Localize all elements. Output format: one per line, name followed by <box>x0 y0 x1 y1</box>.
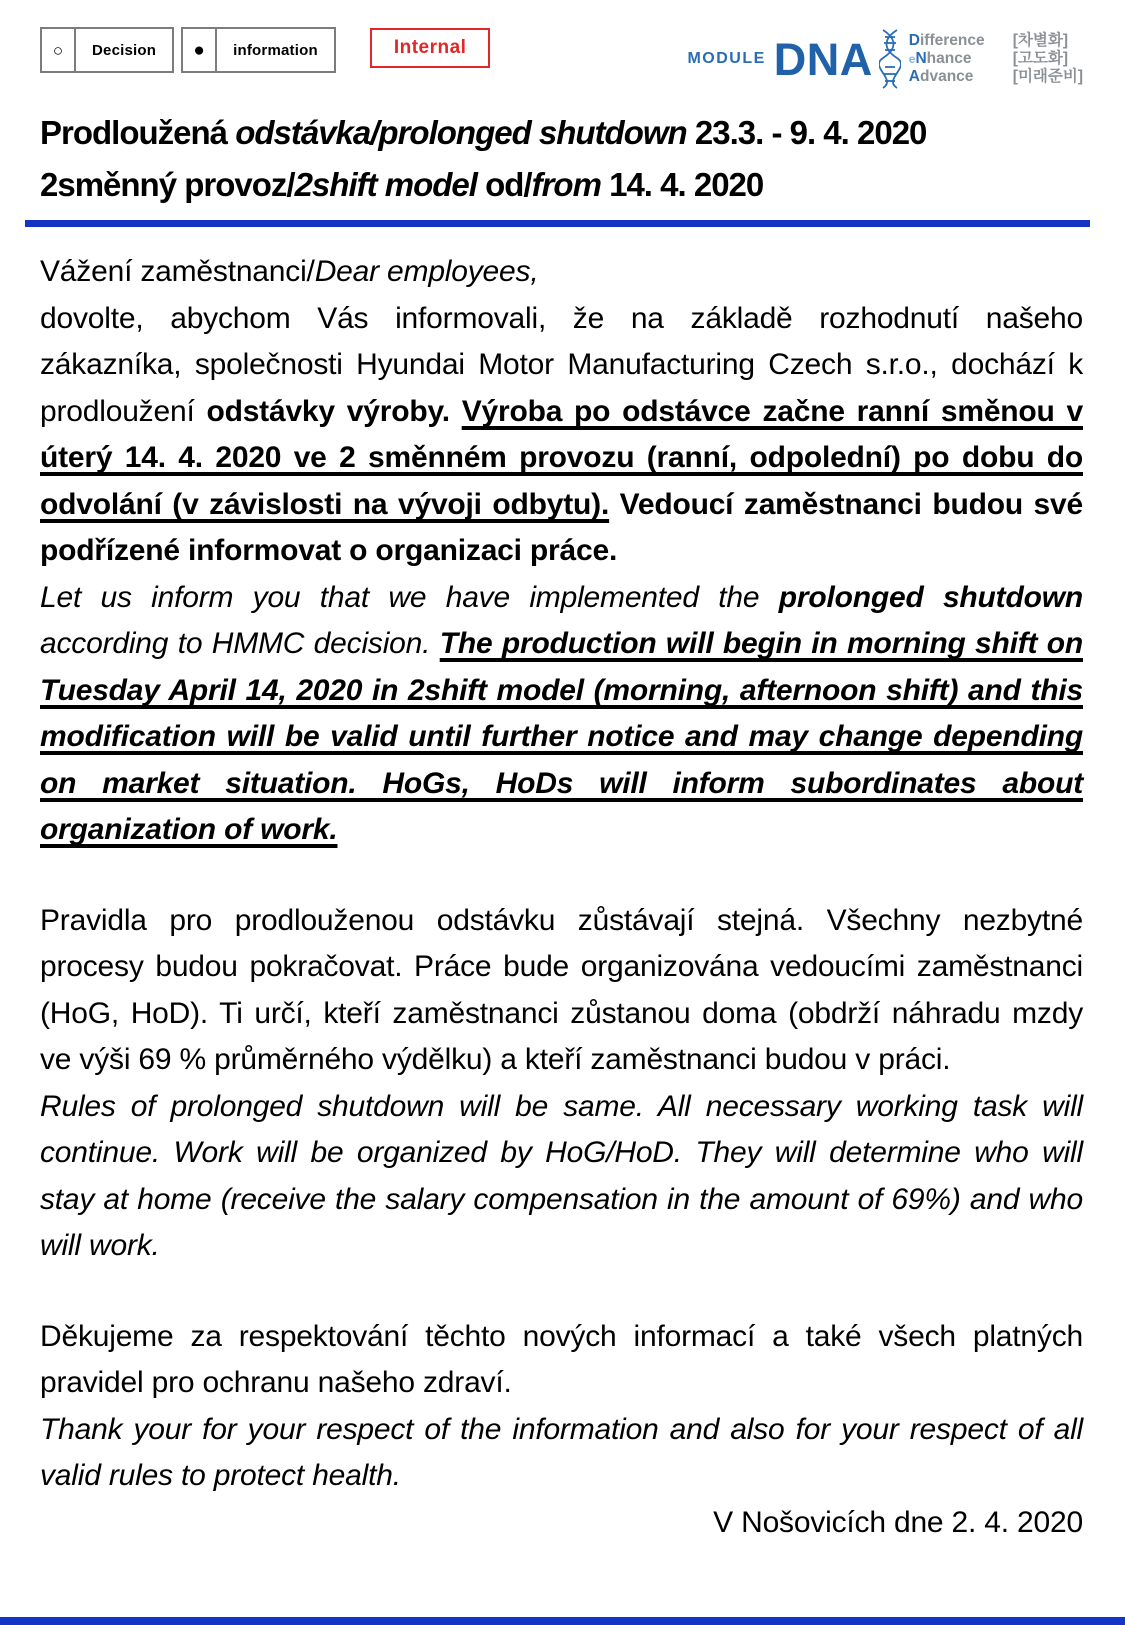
tagline-row <box>909 32 1083 50</box>
bottom-bar <box>0 1617 1125 1625</box>
czech-announcement-paragraph <box>40 296 1083 575</box>
text-run: from <box>531 166 601 203</box>
tagline-initial: A <box>908 68 920 85</box>
tagline-prefix: e <box>908 52 916 66</box>
radio-checked-icon: ● <box>183 29 217 71</box>
tagline-rest: dvance <box>919 68 974 85</box>
logo-tagline <box>909 32 1083 86</box>
title-line-2 <box>40 159 1083 211</box>
text-run: Děkujeme za respektování těchto nových informací a také všech platných pravidel pro ochranu našeho zdraví. <box>40 1319 1083 1399</box>
document-body <box>40 249 1083 1546</box>
czech-thanks-paragraph <box>40 1314 1083 1407</box>
radio-unchecked-icon: ○ <box>42 29 76 71</box>
title-line-1 <box>40 107 1083 159</box>
text-run: The production will begin in morning shift on Tuesday April 14, 2020 in 2shift model (morning, afternoon shift) and this modification will be valid until further notice and may change depending on market situation. HoGs, HoDs will inform subordinates about organization of work. <box>40 627 1083 846</box>
page-header <box>40 27 1083 89</box>
text-run: dovolte, abychom Vás informovali, že na základě rozhodnutí našeho zákazníka, společnosti Hyundai Motor Manufacturing Czech s.r.o., dochází k prodloužení <box>40 301 1083 428</box>
english-rules-paragraph <box>40 1084 1083 1270</box>
text-run: Vážení zaměstnanci/ <box>40 255 315 288</box>
english-announcement-paragraph <box>40 575 1083 854</box>
tagline-rest: ifference <box>919 32 985 49</box>
text-run: Prodloužená <box>40 114 236 151</box>
text-run: Pravidla pro prodlouženou odstávku zůstávají stejná. Všechny nezbytné procesy budou pokračovat. Práce bude organizována vedoucími zaměstnanci (HoG, HoD). Ti určí, kteří zaměstnanci zůstanou doma (obdrží náhradu mzdy ve výši 69 % průměrného výdělku) a kteří zaměstnanci budou v práci. <box>40 903 1083 1076</box>
text-run: od/ <box>476 166 532 203</box>
tagline-korean: [차별화] <box>1012 32 1069 49</box>
dna-helix-icon <box>879 29 901 89</box>
tagline-row <box>909 50 1083 68</box>
title-divider <box>25 220 1090 227</box>
tagline-initial: N <box>915 50 927 67</box>
logo-dna-text: DNA <box>773 33 873 85</box>
tagline-korean: [미래준비] <box>1012 68 1083 85</box>
text-run: Rules of prolonged shutdown will be same. All necessary working task will continue. Work will be organized by HoG/HoD. They will determine who will stay at home (receive the salary compensation in the amount of 69%) and who will work. <box>40 1089 1083 1262</box>
czech-rules-paragraph <box>40 898 1083 1084</box>
salutation-paragraph <box>40 249 1083 296</box>
internal-classification-badge: Internal <box>370 28 491 68</box>
date-line: V Nošovicích dne 2. 4. 2020 <box>713 1505 1083 1539</box>
decision-label: Decision <box>92 41 157 59</box>
text-run: 23.3. - 9. 4. 2020 <box>686 114 927 151</box>
tagline-initial: D <box>908 32 920 49</box>
text-run: Dear employees, <box>314 255 539 288</box>
text-run: 14. 4. 2020 <box>600 166 764 203</box>
text-run: odstávky výroby. <box>206 394 462 428</box>
text-run: Vedoucí zaměstnanci budou své podřízené informovat o organizaci práce. <box>40 487 1083 567</box>
text-run: Let us inform you that we have implemented the <box>40 580 779 614</box>
information-label: information <box>233 41 318 59</box>
module-dna-logo <box>687 29 1083 89</box>
text-run: Výroba po odstávce začne ranní směnou v úterý 14. 4. 2020 ve 2 směnném provozu (ranní, odpolední) po dobu do odvolání (v závislosti na vývoji odbytu). <box>40 394 1084 521</box>
text-run: 2směnný provoz/ <box>40 166 295 203</box>
logo-module-text: MODULE <box>687 50 766 67</box>
page-title <box>40 107 1083 211</box>
document-type-options <box>40 27 336 73</box>
information-option[interactable] <box>181 27 336 73</box>
tagline-rest: hance <box>926 50 972 67</box>
tagline-row <box>909 68 1083 86</box>
text-run: odstávka/prolonged shutdown <box>235 114 687 151</box>
english-thanks-paragraph <box>40 1407 1083 1500</box>
text-run: 2shift model <box>294 166 477 203</box>
decision-option[interactable] <box>40 27 174 73</box>
text-run: Thank your for your respect of the information and also for your respect of all valid rules to protect health. <box>40 1412 1083 1492</box>
tagline-korean: [고도화] <box>1012 50 1069 67</box>
text-run: according to HMMC decision. <box>40 627 440 660</box>
text-run: prolonged shutdown <box>778 580 1083 614</box>
